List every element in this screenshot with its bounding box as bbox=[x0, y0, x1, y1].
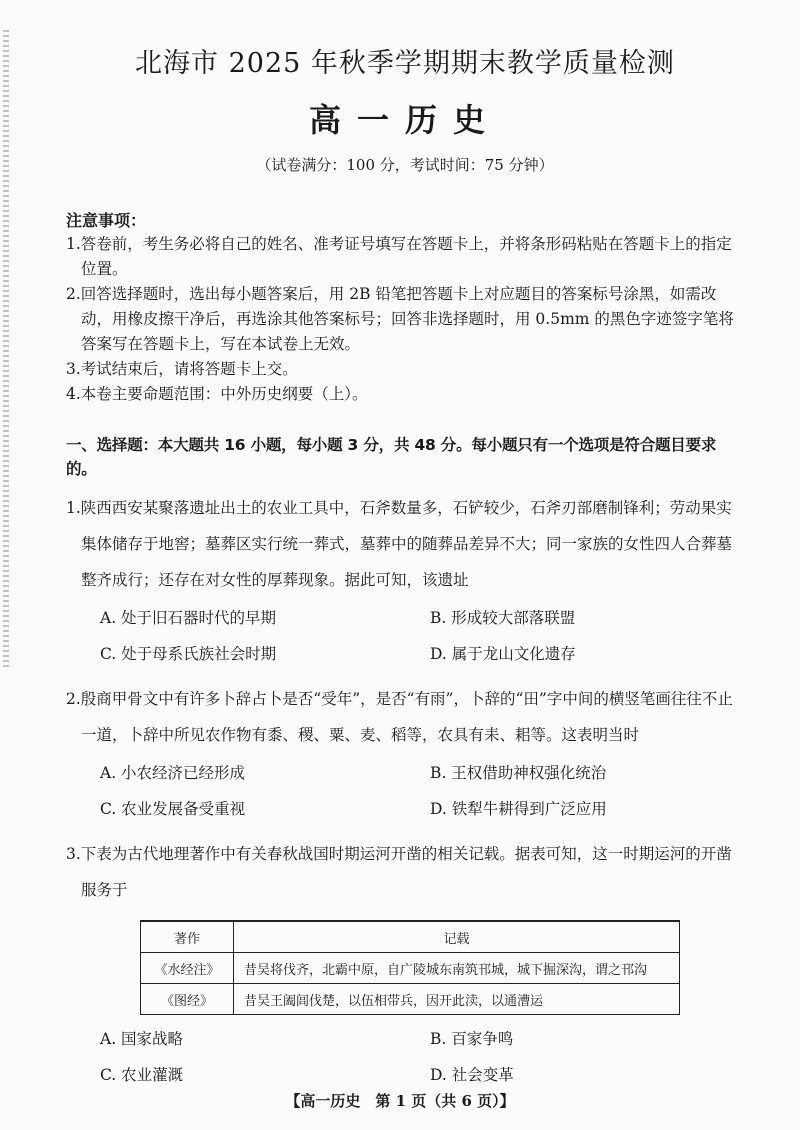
question-1 bbox=[66, 490, 744, 672]
notice-item-1: 1.答卷前，考生务必将自己的姓名、准考证号填写在答题卡上，并将条形码粘贴在答题卡上的指定位置。 bbox=[66, 235, 732, 278]
notice-item-3: 3.考试结束后，请将答题卡上交。 bbox=[66, 360, 298, 378]
option-c: C. 处于母系氏族社会时期 bbox=[100, 645, 277, 663]
option-c: C. 农业发展备受重视 bbox=[100, 800, 246, 818]
table-cell-record: 昔吴王阖闾伐楚，以伍相带兵，因开此渎，以通漕运 bbox=[234, 984, 680, 1015]
table-row bbox=[141, 984, 680, 1015]
option-b: B. 形成较大部落联盟 bbox=[430, 609, 576, 627]
exam-title: 北海市 2025 年秋季学期期末教学质量检测 bbox=[135, 48, 675, 79]
notice-title: 注意事项： bbox=[66, 211, 147, 230]
exam-info: （试卷满分：100 分，考试时间：75 分钟） bbox=[256, 156, 554, 174]
question-3 bbox=[66, 836, 744, 1093]
option-grid bbox=[100, 1021, 744, 1093]
section-heading: 一、选择题：本大题共 16 小题，每小题 3 分，共 48 分。每小题只有一个选项是符合题目要求的。 bbox=[66, 436, 717, 478]
question-stem: 2.殷商甲骨文中有许多卜辞占卜是否“受年”，是否“有雨”，卜辞的“田”字中间的横竖笔画往往不止一道，卜辞中所见农作物有黍、稷、粟、麦、稻等，农具有耒、耜等。这表明当时 bbox=[66, 690, 733, 744]
option-d: D. 铁犁牛耕得到广泛应用 bbox=[430, 800, 607, 818]
subject-title: 高一历史 bbox=[308, 101, 501, 139]
option-c: C. 农业灌溉 bbox=[100, 1066, 184, 1084]
option-b: B. 百家争鸣 bbox=[430, 1030, 514, 1048]
option-a: A. 小农经济已经形成 bbox=[100, 764, 246, 782]
option-a: A. 国家战略 bbox=[100, 1030, 184, 1048]
table-row bbox=[141, 953, 680, 984]
option-d: D. 社会变革 bbox=[430, 1066, 514, 1084]
option-grid bbox=[100, 755, 744, 827]
question-2 bbox=[66, 681, 744, 827]
option-b: B. 王权借助神权强化统治 bbox=[430, 764, 607, 782]
table-header-work: 著作 bbox=[141, 921, 234, 953]
page-footer: 【高一历史 第 1 页（共 6 页）】 bbox=[285, 1092, 515, 1110]
canal-records-table bbox=[140, 920, 680, 1015]
table-header-record: 记载 bbox=[234, 921, 680, 953]
notice-item-2: 2.回答选择题时，选出每小题答案后，用 2B 铅笔把答题卡上对应题目的答案标号涂黑，如需改动，用橡皮擦干净后，再选涂其他答案标号；回答非选择题时，用 0.5mm 的黑色字迹签字笔将答案写在答题卡上，写在本试卷上无效。 bbox=[66, 285, 734, 353]
option-d: D. 属于龙山文化遗存 bbox=[430, 645, 576, 663]
option-grid bbox=[100, 600, 744, 672]
option-a: A. 处于旧石器时代的早期 bbox=[100, 609, 277, 627]
question-stem: 1.陕西西安某聚落遗址出土的农业工具中，石斧数量多，石铲较少，石斧刃部磨制锋利；劳动果实集体储存于地窖；墓葬区实行统一葬式，墓葬中的随葬品差异不大；同一家族的女性四人合葬墓整齐成行；还存在对女性的厚葬现象。据此可知，该遗址 bbox=[66, 499, 733, 589]
question-stem: 3.下表为古代地理著作中有关春秋战国时期运河开凿的相关记载。据表可知，这一时期运河的开凿服务于 bbox=[66, 845, 732, 899]
exam-page bbox=[66, 40, 744, 1093]
table-cell-work: 《水经注》 bbox=[141, 953, 234, 984]
table-cell-work: 《图经》 bbox=[141, 984, 234, 1015]
notice-item-4: 4.本卷主要命题范围：中外历史纲要（上）。 bbox=[66, 385, 368, 403]
table-cell-record: 昔吴将伐齐，北霸中原，自广陵城东南筑邗城，城下掘深沟，谓之邗沟 bbox=[234, 953, 680, 984]
binding-margin-dots bbox=[3, 30, 9, 670]
table-header-row bbox=[141, 921, 680, 953]
